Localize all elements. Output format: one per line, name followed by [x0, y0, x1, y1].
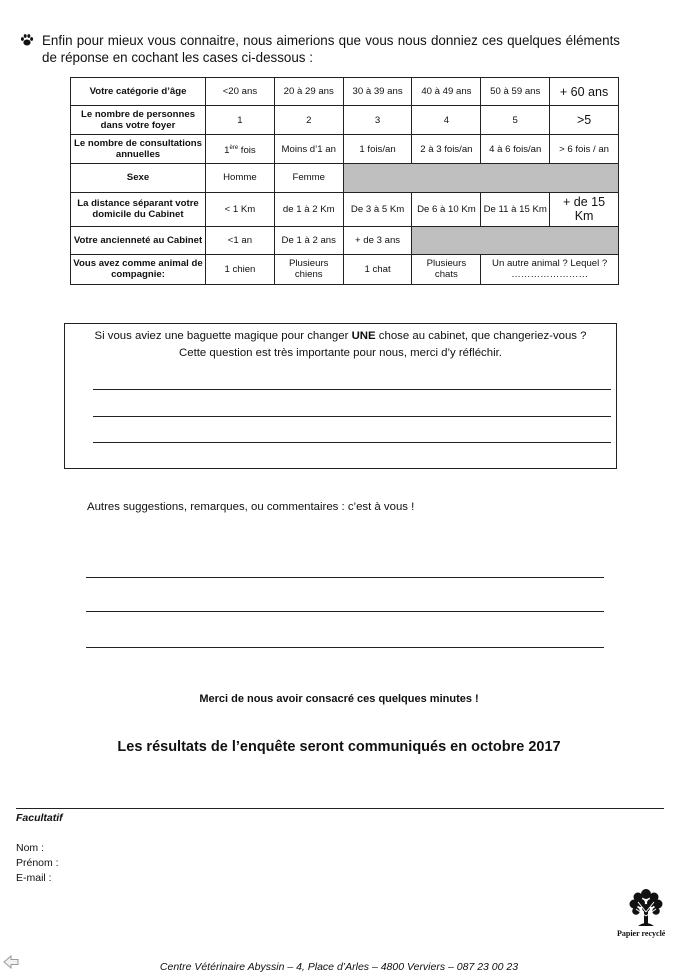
option-cell-other-animal[interactable]: Un autre animal ? Lequel ? …………………… — [481, 254, 619, 284]
answer-line[interactable] — [86, 647, 604, 648]
suggestions-prompt: Autres suggestions, remarques, ou commentaires : c’est à vous ! — [87, 501, 415, 513]
magic-question-text: chose au cabinet, que changeriez-vous ? — [375, 330, 587, 342]
row-header-seniority: Votre ancienneté au Cabinet — [71, 226, 206, 254]
option-cell[interactable]: 1 chat — [343, 254, 412, 284]
row-header-household: Le nombre de personnes dans votre foyer — [71, 106, 206, 135]
nom-field-label: Nom : — [16, 842, 45, 854]
option-cell[interactable]: 1 — [206, 106, 275, 135]
survey-table — [70, 77, 619, 285]
table-row — [71, 78, 619, 106]
option-cell[interactable]: 30 à 39 ans — [343, 78, 412, 106]
magic-question-emphasis: UNE — [351, 330, 376, 342]
logo-caption: Papier recyclé — [617, 929, 666, 938]
option-cell[interactable]: 40 à 49 ans — [412, 78, 481, 106]
magic-question-text: Si vous aviez une baguette magique pour changer — [94, 330, 352, 342]
row-header-consultations: Le nombre de consultations annuelles — [71, 135, 206, 164]
table-row — [71, 135, 619, 164]
option-cell[interactable]: 2 — [274, 106, 343, 135]
greyed-cell — [343, 164, 618, 192]
option-cell[interactable]: De 3 à 5 Km — [343, 192, 412, 226]
option-cell[interactable]: de 1 à 2 Km — [274, 192, 343, 226]
option-cell[interactable]: <1 an — [206, 226, 275, 254]
row-header-distance: La distance séparant votre domicile du Cabinet — [71, 192, 206, 226]
option-cell[interactable] — [206, 135, 275, 164]
divider — [16, 808, 664, 809]
option-cell[interactable]: > 6 fois / an — [550, 135, 619, 164]
option-cell[interactable]: 4 à 6 fois/an — [481, 135, 550, 164]
option-cell[interactable]: 20 à 29 ans — [274, 78, 343, 106]
table-row — [71, 226, 619, 254]
magic-wand-question-box — [64, 323, 617, 469]
option-superscript: ère — [229, 144, 239, 151]
option-cell[interactable]: Homme — [206, 164, 275, 192]
option-cell[interactable]: De 1 à 2 ans — [274, 226, 343, 254]
email-field-label: E-mail : — [16, 872, 52, 884]
option-cell[interactable]: 50 à 59 ans — [481, 78, 550, 106]
option-cell[interactable]: >5 — [550, 106, 619, 135]
option-text: fois — [238, 144, 256, 156]
option-cell[interactable]: < 1 Km — [206, 192, 275, 226]
option-cell[interactable]: 3 — [343, 106, 412, 135]
answer-line[interactable] — [86, 577, 604, 578]
recycled-paper-tree-icon — [628, 888, 664, 928]
option-cell[interactable]: De 6 à 10 Km — [412, 192, 481, 226]
table-row — [71, 254, 619, 284]
option-cell[interactable]: <20 ans — [206, 78, 275, 106]
answer-line[interactable] — [86, 611, 604, 612]
option-cell[interactable]: 5 — [481, 106, 550, 135]
prenom-field-label: Prénom : — [16, 857, 59, 869]
option-cell[interactable]: Femme — [274, 164, 343, 192]
option-cell[interactable]: 4 — [412, 106, 481, 135]
results-heading: Les résultats de l’enquête seront communiqués en octobre 2017 — [117, 739, 561, 755]
option-text: 1 — [224, 144, 230, 156]
option-cell[interactable]: Plusieurs chiens — [274, 254, 343, 284]
option-cell[interactable]: Plusieurs chats — [412, 254, 481, 284]
row-header-pet: Vous avez comme animal de compagnie: — [71, 254, 206, 284]
thanks-text: Merci de nous avoir consacré ces quelques minutes ! — [199, 693, 479, 705]
table-row — [71, 164, 619, 192]
row-header-age: Votre catégorie d’âge — [71, 78, 206, 106]
answer-line[interactable] — [93, 416, 611, 417]
answer-line[interactable] — [93, 389, 611, 390]
answer-line[interactable] — [93, 442, 611, 443]
optional-title: Facultatif — [16, 812, 63, 824]
option-cell[interactable]: + de 3 ans — [343, 226, 412, 254]
footer-address: Centre Vétérinaire Abyssin – 4, Place d’Arles – 4800 Verviers – 087 23 00 23 — [159, 961, 519, 973]
intro-text: Enfin pour mieux vous connaitre, nous aimerions que vous nous donniez ces quelques éléments de réponse en cochant les cases ci-dessous : — [42, 33, 620, 65]
option-cell[interactable]: De 11 à 15 Km — [481, 192, 550, 226]
option-cell[interactable]: + 60 ans — [550, 78, 619, 106]
magic-question — [65, 330, 616, 342]
intro-paragraph — [20, 32, 620, 66]
paw-print-icon — [20, 33, 34, 47]
row-header-sex: Sexe — [71, 164, 206, 192]
option-cell[interactable]: 1 fois/an — [343, 135, 412, 164]
table-row — [71, 106, 619, 135]
table-row — [71, 192, 619, 226]
option-cell[interactable]: + de 15 Km — [550, 192, 619, 226]
option-cell[interactable]: 2 à 3 fois/an — [412, 135, 481, 164]
greyed-cell — [412, 226, 619, 254]
magic-question-note: Cette question est très importante pour nous, merci d’y réfléchir. — [179, 347, 502, 359]
option-cell[interactable]: 1 chien — [206, 254, 275, 284]
option-cell[interactable]: Moins d’1 an — [274, 135, 343, 164]
